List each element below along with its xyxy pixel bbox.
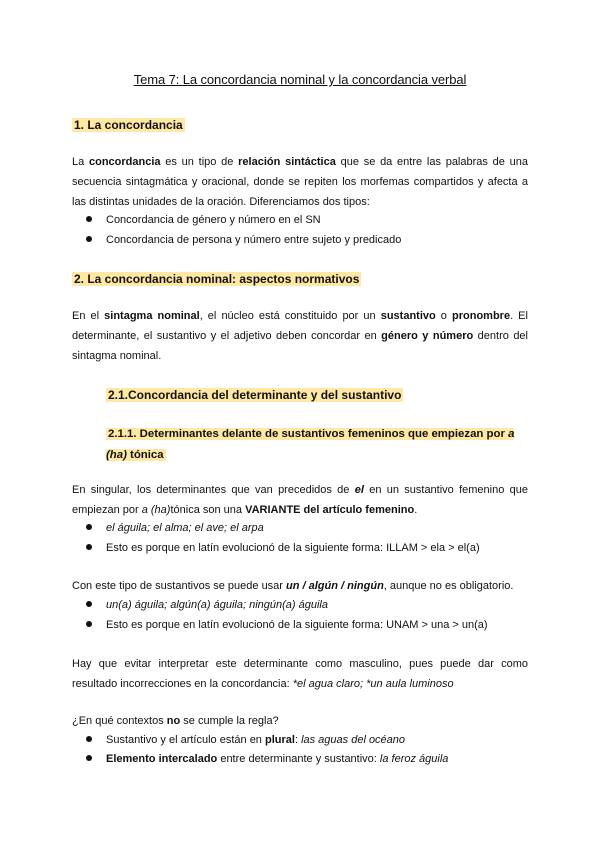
list-item: Elemento intercalado entre determinante y sustantivo: la feroz águila [86, 750, 448, 769]
list-item: Esto es porque en latín evolucionó de la siguiente forma: UNAM > una > un(a) [86, 616, 488, 635]
bullet-icon [86, 544, 92, 550]
un-algun-paragraph: Con este tipo de sustantivos se puede usar un / algún / ningún, aunque no es obligatorio. [72, 580, 514, 592]
section-1-paragraph: La concordancia es un tipo de relación sintáctica que se da entre las palabras de una secuencia sintagmática y oracional, donde se repiten los morfemas compartidos y afecta a las distintas unidades de la oración. Diferenciamos dos tipos: [72, 156, 528, 208]
bullet-icon [86, 755, 92, 761]
list-item: Concordancia de género y número en el SN [86, 211, 321, 230]
singular-paragraph: En singular, los determinantes que van precedidos de el en un sustantivo femenino que empiezan por a (ha)tónica son una VARIANTE del artículo femenino. [72, 484, 528, 516]
list-item: Esto es porque en latín evolucionó de la siguiente forma: ILLAM > ela > el(a) [86, 539, 480, 558]
section-2-1-1-heading: 2.1.1. Determinantes delante de sustantivos femeninos que empiezan por a (ha) tónica [106, 428, 515, 461]
section-2-1-heading: 2.1.Concordancia del determinante y del sustantivo [108, 388, 402, 402]
question-paragraph: ¿En qué contextos no se cumple la regla? [72, 715, 279, 727]
list-item: Sustantivo y el artículo están en plural: las aguas del océano [86, 731, 405, 750]
list-item: Concordancia de persona y número entre sujeto y predicado [86, 231, 401, 250]
bullet-icon [86, 216, 92, 222]
list-item: un(a) águila; algún(a) águila; ningún(a) águila [86, 596, 328, 615]
bullet-icon [86, 601, 92, 607]
bullet-icon [86, 236, 92, 242]
bullet-icon [86, 736, 92, 742]
masculine-warning-paragraph: Hay que evitar interpretar este determinante como masculino, pues puede dar como resultado incorrecciones en la concordancia: *el agua claro; *un aula luminoso [72, 658, 528, 690]
section-2-heading: 2. La concordancia nominal: aspectos normativos [74, 272, 360, 286]
section-2-paragraph: En el sintagma nominal, el núcleo está constituido por un sustantivo o pronombre. El determinante, el sustantivo y el adjetivo deben concordar en género y número dentro del sintagma nominal. [72, 310, 528, 362]
list-item: el águila; el alma; el ave; el arpa [86, 519, 264, 538]
section-1-heading: 1. La concordancia [74, 118, 183, 132]
bullet-icon [86, 524, 92, 530]
page-title: Tema 7: La concordancia nominal y la concordancia verbal [133, 72, 467, 87]
bullet-icon [86, 621, 92, 627]
